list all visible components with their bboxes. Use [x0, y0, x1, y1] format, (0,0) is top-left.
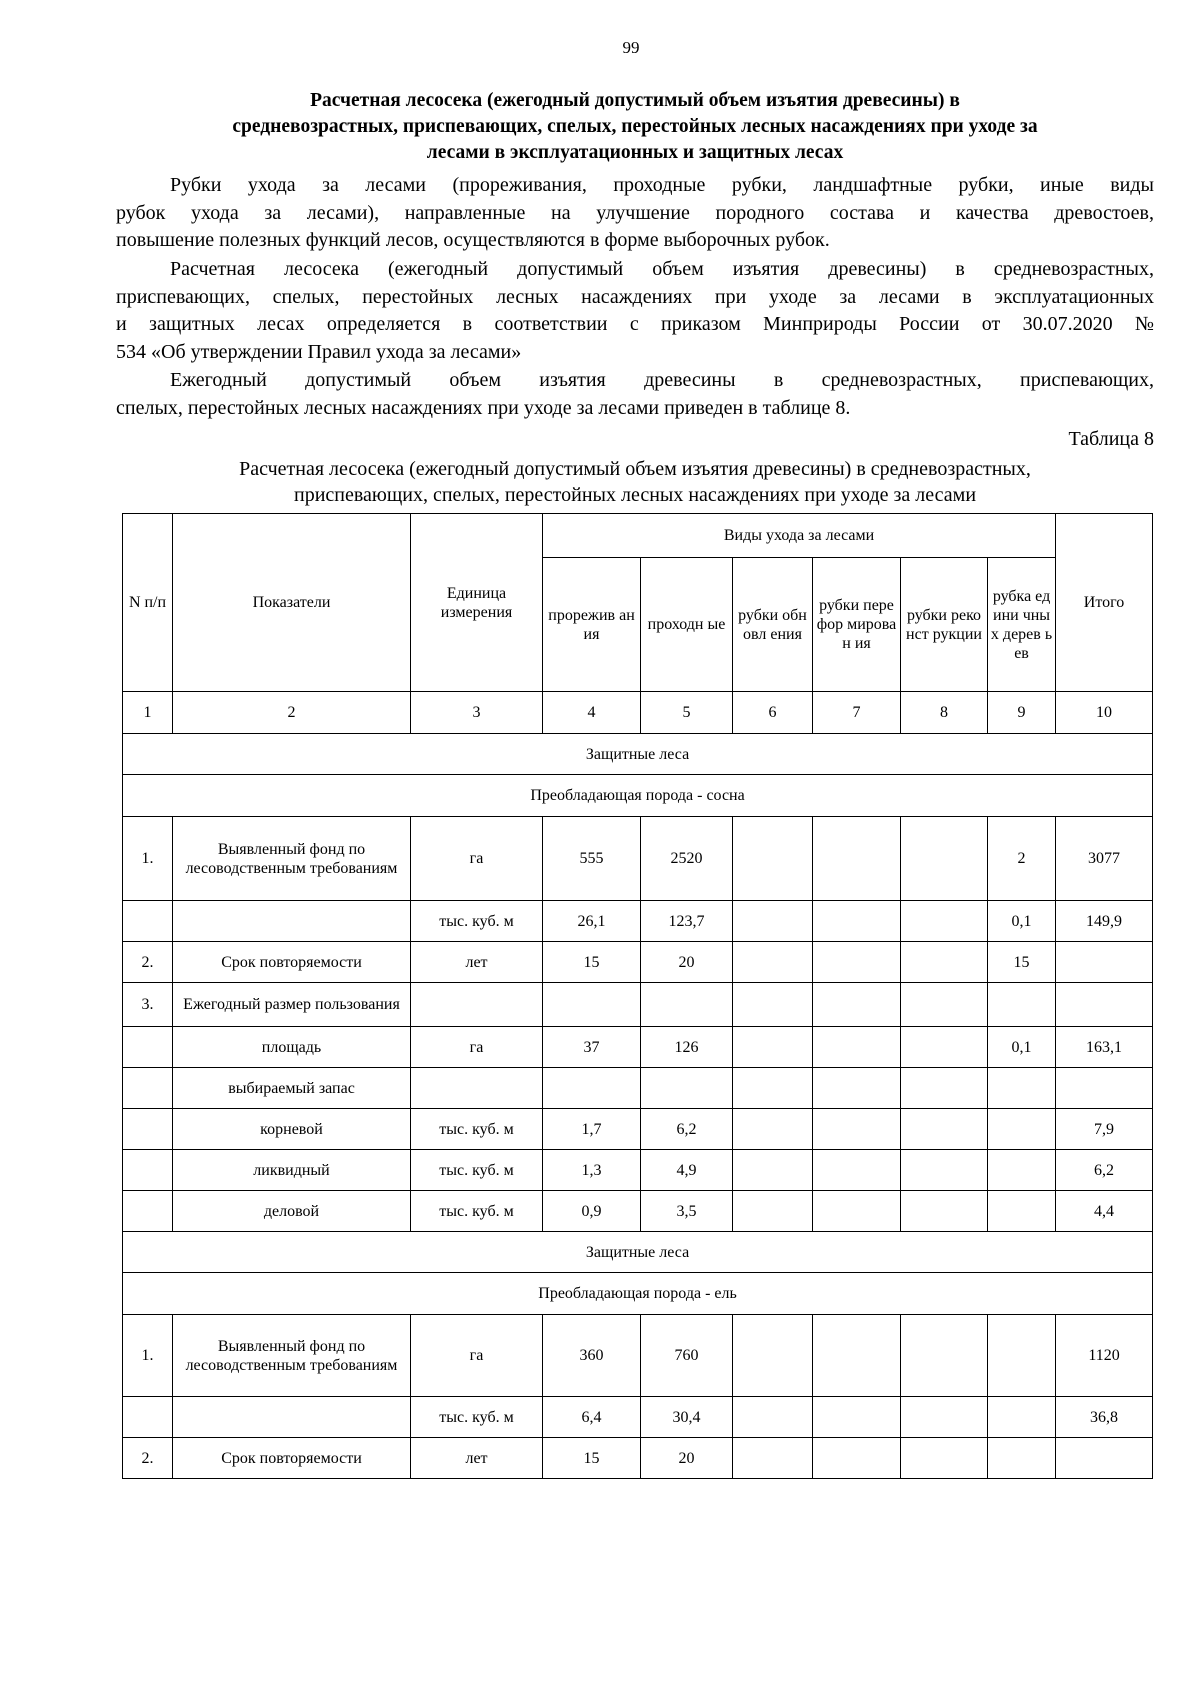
table-cell: тыс. куб. м [411, 1150, 543, 1191]
table-cell: 1,7 [543, 1109, 641, 1150]
table-cell [813, 1315, 901, 1397]
table-cell [901, 983, 988, 1027]
harvest-table [122, 513, 1153, 1479]
header-indicator: Показатели [173, 514, 411, 692]
header-unit: Единица измерения [411, 514, 543, 692]
table-cell: тыс. куб. м [411, 1397, 543, 1438]
header-type-renewal: рубки обновл ения [733, 558, 813, 692]
table-cell [641, 1068, 733, 1109]
table-cell: 0,1 [988, 1027, 1056, 1068]
table-cell: 26,1 [543, 901, 641, 942]
table-cell: 149,9 [1056, 901, 1153, 942]
table-row [123, 817, 1153, 901]
header-type-reformation: рубки перефор мирован ия [813, 558, 901, 692]
table-cell [988, 983, 1056, 1027]
table-cell: корневой [173, 1109, 411, 1150]
table-caption [116, 456, 1154, 508]
table-cell: 126 [641, 1027, 733, 1068]
table-cell: 1. [123, 1315, 173, 1397]
table-cell: 30,4 [641, 1397, 733, 1438]
table-cell [733, 1315, 813, 1397]
table-cell [733, 1397, 813, 1438]
header-type-thinning: прорежив ания [543, 558, 641, 692]
header-type-reconstruction: рубки реконст рукции [901, 558, 988, 692]
column-number-cell: 10 [1056, 692, 1153, 734]
table-cell [733, 1191, 813, 1232]
table-cell [1056, 983, 1153, 1027]
section-forest-title: Защитные леса [123, 734, 1153, 775]
table-cell [813, 1109, 901, 1150]
table-cell: 3. [123, 983, 173, 1027]
section-species-row [123, 1273, 1153, 1315]
table-cell: 123,7 [641, 901, 733, 942]
section-species-title: Преобладающая порода - сосна [123, 775, 1153, 817]
table-cell [733, 942, 813, 983]
table-cell [988, 1068, 1056, 1109]
table-cell: 7,9 [1056, 1109, 1153, 1150]
header-type-passage: проходн ые [641, 558, 733, 692]
table-cell [988, 1150, 1056, 1191]
table-row [123, 1397, 1153, 1438]
table-cell [813, 1150, 901, 1191]
table-row [123, 983, 1153, 1027]
header-num: N п/п [123, 514, 173, 692]
table-cell [733, 983, 813, 1027]
table-cell: деловой [173, 1191, 411, 1232]
table-cell: Срок повторяемости [173, 1438, 411, 1479]
caption-line: приспевающих, спелых, перестойных лесных насаждениях при уходе за лесами [293, 484, 977, 506]
column-number-cell: 3 [411, 692, 543, 734]
table-cell: 2520 [641, 817, 733, 901]
table-cell: 20 [641, 1438, 733, 1479]
table-row [123, 1109, 1153, 1150]
column-number-cell: 7 [813, 692, 901, 734]
column-number-cell: 1 [123, 692, 173, 734]
table-cell [733, 1438, 813, 1479]
paragraph-line: повышение полезных функций лесов, осуществляются в форме выборочных рубок. [116, 229, 830, 251]
header-type-single-tree: рубка едини чных дерев ьев [988, 558, 1056, 692]
table-cell: 555 [543, 817, 641, 901]
column-number-cell: 4 [543, 692, 641, 734]
table-row [123, 1191, 1153, 1232]
table-cell [1056, 1068, 1153, 1109]
table-cell: 4,4 [1056, 1191, 1153, 1232]
page-number: 99 [622, 38, 640, 57]
table-cell [123, 901, 173, 942]
table-cell [988, 1109, 1056, 1150]
table-cell [813, 983, 901, 1027]
caption-line: Расчетная лесосека (ежегодный допустимый объем изъятия древесины) в средневозрастных, [239, 458, 1031, 480]
table-cell [901, 1109, 988, 1150]
table-cell [988, 1315, 1056, 1397]
document-heading [118, 88, 1152, 166]
table-cell [733, 817, 813, 901]
table-cell [123, 1397, 173, 1438]
section-forest-row [123, 734, 1153, 775]
table-cell [988, 1397, 1056, 1438]
table-cell [901, 901, 988, 942]
header-care-types: Виды ухода за лесами [543, 514, 1056, 558]
table-cell [733, 1150, 813, 1191]
table-cell [901, 1191, 988, 1232]
table-cell [733, 1027, 813, 1068]
table-cell [543, 1068, 641, 1109]
table-cell: 1120 [1056, 1315, 1153, 1397]
section-forest-title: Защитные леса [123, 1232, 1153, 1273]
table-cell: 37 [543, 1027, 641, 1068]
table-cell [901, 942, 988, 983]
table-cell: лет [411, 1438, 543, 1479]
table-cell: 3,5 [641, 1191, 733, 1232]
table-cell: 2. [123, 942, 173, 983]
table-cell [1056, 942, 1153, 983]
table-cell: выбираемый запас [173, 1068, 411, 1109]
paragraph-line: Расчетная лесосека (ежегодный допустимый объем изъятия древесины) в средневозрастных, [170, 258, 1154, 280]
table-cell: 20 [641, 942, 733, 983]
table-row [123, 1438, 1153, 1479]
table-cell [813, 901, 901, 942]
table-cell [543, 983, 641, 1027]
heading-line: Расчетная лесосека (ежегодный допустимый объем изъятия древесины) в [310, 90, 960, 111]
table-cell [901, 1438, 988, 1479]
table-cell [733, 901, 813, 942]
table-cell: 1. [123, 817, 173, 901]
table-cell [123, 1150, 173, 1191]
table-cell [901, 1315, 988, 1397]
table-row [123, 901, 1153, 942]
table-cell: ликвидный [173, 1150, 411, 1191]
table-cell [813, 1438, 901, 1479]
table-cell [988, 1191, 1056, 1232]
table-cell: 2 [988, 817, 1056, 901]
table-cell: лет [411, 942, 543, 983]
table-row [123, 1027, 1153, 1068]
table-cell [733, 1109, 813, 1150]
table-cell: 360 [543, 1315, 641, 1397]
table-cell [173, 1397, 411, 1438]
table-cell [123, 1068, 173, 1109]
table-cell: 15 [543, 942, 641, 983]
table-cell: тыс. куб. м [411, 1191, 543, 1232]
header-total: Итого [1056, 514, 1153, 692]
paragraph-table-reference [116, 367, 1154, 422]
table-cell: 0,9 [543, 1191, 641, 1232]
table-cell [1056, 1438, 1153, 1479]
column-number-cell: 8 [901, 692, 988, 734]
paragraph-line: Ежегодный допустимый объем изъятия древесины в средневозрастных, приспевающих, [170, 369, 1154, 391]
table-cell: 36,8 [1056, 1397, 1153, 1438]
table-cell: га [411, 1027, 543, 1068]
table-cell [411, 983, 543, 1027]
paragraph-line: спелых, перестойных лесных насаждениях при уходе за лесами приведен в таблице 8. [116, 396, 851, 419]
table-cell: Срок повторяемости [173, 942, 411, 983]
table-cell: тыс. куб. м [411, 901, 543, 942]
table-cell: 6,4 [543, 1397, 641, 1438]
table-cell: 6,2 [641, 1109, 733, 1150]
section-species-title: Преобладающая порода - ель [123, 1273, 1153, 1315]
table-cell [813, 1027, 901, 1068]
heading-line: средневозрастных, приспевающих, спелых, перестойных лесных насаждениях при уходе за [232, 116, 1038, 137]
table-cell: 6,2 [1056, 1150, 1153, 1191]
table-cell: Ежегодный размер пользования [173, 983, 411, 1027]
heading-line: лесами в эксплуатационных и защитных лесах [426, 142, 844, 163]
table-cell: 3077 [1056, 817, 1153, 901]
table-cell [901, 1397, 988, 1438]
table-cell [813, 1397, 901, 1438]
table-cell: Выявленный фонд по лесоводственным требованиям [173, 1315, 411, 1397]
paragraph-line: рубок ухода за лесами), направленные на улучшение породного состава и качества древостоев, [116, 201, 1154, 224]
table-row [123, 942, 1153, 983]
paragraph-line: и защитных лесах определяется в соответствии с приказом Минприроды России от 30.07.2020 № [116, 313, 1154, 335]
table-cell [988, 1438, 1056, 1479]
table-cell [901, 1027, 988, 1068]
table-cell [123, 1191, 173, 1232]
table-cell: площадь [173, 1027, 411, 1068]
section-species-row [123, 775, 1153, 817]
paragraph-line: Рубки ухода за лесами (прореживания, проходные рубки, ландшафтные рубки, иные виды [170, 174, 1154, 196]
table-cell [813, 817, 901, 901]
table-cell [123, 1109, 173, 1150]
table-cell: 4,9 [641, 1150, 733, 1191]
table-cell [733, 1068, 813, 1109]
table-row [123, 1315, 1153, 1397]
table-row [123, 1068, 1153, 1109]
paragraph-legal-basis [116, 256, 1154, 366]
table-cell: 1,3 [543, 1150, 641, 1191]
table-cell [813, 942, 901, 983]
table-label: Таблица 8 [1068, 428, 1154, 450]
table-cell: тыс. куб. м [411, 1109, 543, 1150]
column-number-cell: 9 [988, 692, 1056, 734]
section-forest-row [123, 1232, 1153, 1273]
column-number-cell: 6 [733, 692, 813, 734]
table-cell [901, 1068, 988, 1109]
table-cell: 15 [988, 942, 1056, 983]
paragraph-line: приспевающих, спелых, перестойных лесных насаждениях при уходе за лесами в эксплуатационных [116, 285, 1154, 308]
table-cell [901, 1150, 988, 1191]
table-cell: 163,1 [1056, 1027, 1153, 1068]
table-cell [813, 1068, 901, 1109]
table-cell: 0,1 [988, 901, 1056, 942]
paragraph-line: 534 «Об утверждении Правил ухода за лесами» [116, 340, 522, 363]
table-cell [901, 817, 988, 901]
table-cell [813, 1191, 901, 1232]
table-cell: 760 [641, 1315, 733, 1397]
table-cell: 2. [123, 1438, 173, 1479]
table-cell: га [411, 817, 543, 901]
column-number-cell: 2 [173, 692, 411, 734]
table-cell: Выявленный фонд по лесоводственным требованиям [173, 817, 411, 901]
column-number-cell: 5 [641, 692, 733, 734]
table-cell [411, 1068, 543, 1109]
table-cell [641, 983, 733, 1027]
paragraph-thinning-description [116, 172, 1154, 255]
column-number-row [123, 692, 1153, 734]
table-row [123, 1150, 1153, 1191]
table-cell: га [411, 1315, 543, 1397]
table-cell: 15 [543, 1438, 641, 1479]
table-cell [123, 1027, 173, 1068]
table-cell [173, 901, 411, 942]
